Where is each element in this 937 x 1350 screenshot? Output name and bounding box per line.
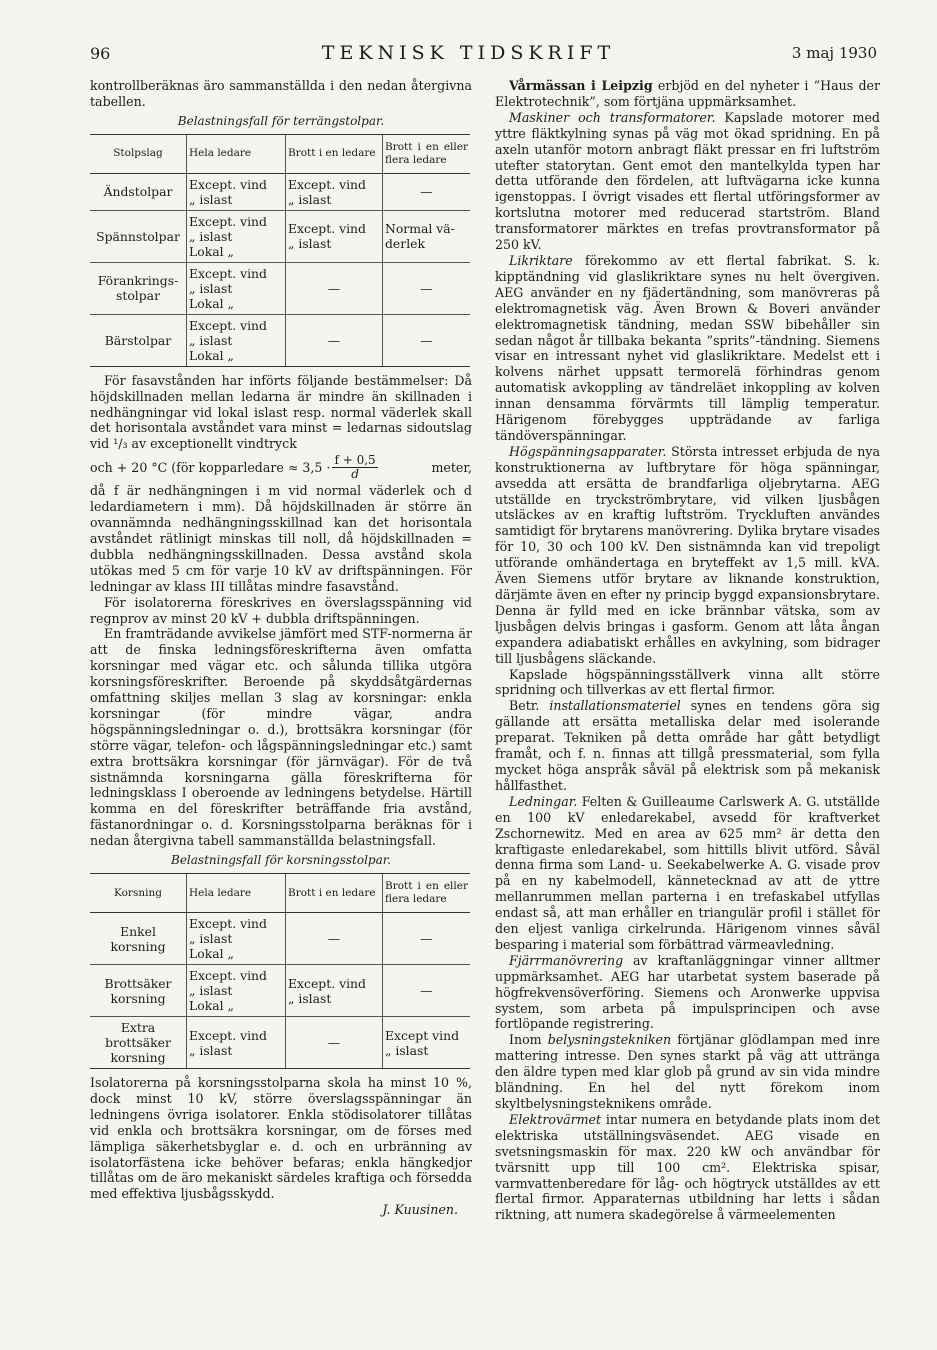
cell-line: „ islast bbox=[385, 1042, 429, 1058]
cell-line: Lokal „ bbox=[189, 998, 234, 1013]
paragraph-text: Felten & Guilleaume Carlswerk A. G. utställde en 100 kV enledarekabel, avsedd för kraftverket Zschornewitz. Med en area av 625 mm² är detta den kraftigaste enledarekabel, som hittills blivit utförd. Såväl denna firma som Land- u. Seekabelwerke A. G. visade prov på en ny kabelmodell, kännetecknad av att de yttre mellanrummen mellan parterna i en trefaskabel utfyllas endast så, att man erhåller en triangulär profil i stället för den eljest vanliga cirkelrunda. Härigenom vinnes såväl besparing i material som förbättrad värmeavledning. bbox=[495, 793, 880, 952]
cell-line: Lokal „ bbox=[189, 946, 234, 961]
table-cell bbox=[286, 314, 383, 366]
table-cell bbox=[187, 314, 286, 366]
table-cell bbox=[187, 913, 286, 965]
paragraph-text: Största intresset erbjuda de nya konstruktionerna av luftbrytare för höga spänningar, avsedda att ersätta de brandfarliga oljebrytarna. AEG utställde en tryckströmbrytare, vid vilken ljusbågen utsläckes av en kraftig luftström. Tryckluften användes samtidigt för brytarens manövrering. Dylika brytare visades för 10, 30 och 100 kV. Den sistnämnda kan vid trepoligt utförande omhändertaga en bryteffekt av 1,5 mill. kVA. Även Siemens utför brytare av liknande konstruktion, därjämte även en efter ny princip byggd expansionsbrytare. Denna är fylld med en icke brännbar vätska, som av ljusbågen delvis bringas i gasform. Genom att låta ångan expandera adiabatiskt erhålles en avkylning, som bidrager till ljusbågens släckande. bbox=[495, 443, 881, 666]
table-cell bbox=[187, 173, 286, 210]
paragraph-text: intar numera en betydande plats inom det elektriska utställningsväsendet. AEG visade en svetsningsmaskin för max. 220 kW och användbar för tvärsnitt upp till 100 cm². Elektriska spisar, varmvattenberedare för låg- och högtryck utställdes av ett flertal firmor. Apparaternas utbildning har letts i sådan riktning, att numera skadegörelse å värmeelementen bbox=[495, 1111, 880, 1223]
cell-line: — bbox=[327, 280, 341, 296]
page-number: 96 bbox=[90, 44, 111, 63]
cell-line: Normal vä- bbox=[385, 221, 455, 237]
formula-left: och + 20 °C (för kopparledare ≈ 3,5 · bbox=[90, 459, 331, 475]
switchgear-paragraph: Kapslade högspänningsställverk vinna allt större spridning och tillverkas av ett flertal firmor. bbox=[495, 666, 880, 698]
table-cell bbox=[90, 1017, 187, 1069]
table-cell bbox=[383, 1017, 471, 1069]
table-cell bbox=[383, 913, 471, 965]
cell-line: — bbox=[420, 931, 433, 946]
row-label: Enkel korsning bbox=[110, 923, 166, 954]
paragraph-text: erbjöd en del nyheter i ”Haus der Elektrotechnik”, som förtjäna uppmärksamhet. bbox=[495, 78, 880, 109]
table-cell bbox=[90, 173, 187, 210]
issue-date: 3 maj 1930 bbox=[791, 44, 877, 62]
table-cell bbox=[383, 262, 471, 314]
table-cell bbox=[90, 314, 187, 366]
table-cell bbox=[286, 210, 383, 262]
table-cell bbox=[286, 262, 383, 314]
paragraph-text: av kraftanläggningar vinner alltmer uppmärksamhet. AEG har utarbetat system baserade på högfrekvensöverföring. Siemens och Aronwerke uppvisa system, som arbeta på impulsprincipen och avse fortlöpande registrering. bbox=[495, 952, 880, 1032]
paragraph-text: Inom bbox=[509, 1032, 548, 1048]
col-header: Brott i en eller flera ledare bbox=[383, 874, 471, 913]
col-header: Hela ledare bbox=[187, 874, 286, 913]
table1-body bbox=[90, 173, 470, 366]
machines-heading: Maskiner och transformatorer. bbox=[509, 109, 716, 125]
col-header: Korsning bbox=[90, 874, 187, 913]
row-label: Bärstolpar bbox=[104, 332, 172, 348]
row-label: Spännstolpar bbox=[96, 228, 180, 244]
formula-line bbox=[90, 454, 472, 481]
col-header: Stolpslag bbox=[90, 134, 187, 173]
cell-line: Except vind bbox=[385, 1027, 460, 1043]
phase-distance-paragraph: För fasavstånden har införts följande bestämmelser: Då höjdskillnaden mellan ledarna är mindre än skillnaden i nedhängningar vid lokal islast resp. normal väderlek skall det horisontala avståndet vara minst = ledarnas sidoutslag vid ¹/₃ av exceptionellt vindtryck bbox=[90, 372, 472, 452]
cell-line: Except. vind bbox=[189, 213, 267, 229]
paragraph-text: Betr. bbox=[509, 698, 550, 714]
paragraph-text: Kapslade motorer med yttre fläktkylning synas på väg mot ökad spridning. En på axeln utanför motorn anbragt fläkt pressar en fri luftström utefter statorytan. Gent emot den mantelkylda typen har detta utförande den fördelen, att luftvägarna icke kunna igenstoppas. I övrigt visades ett flertal utföringsformer av kortslutna motorer med reducerad startström. Bland transformatorer märktes en trefas provtransformator på 250 kV. bbox=[495, 109, 880, 253]
table-cell bbox=[286, 173, 383, 210]
table-header-row bbox=[90, 134, 470, 173]
table-cell bbox=[286, 965, 383, 1017]
cell-line: Except. vind bbox=[288, 975, 366, 991]
crossing-insulator-paragraph: Isolatorerna på korsningsstolparna skola ha minst 10 %, dock minst 10 kV, större överslagsspänningar än ledningens övriga isolatorer. Enkla stödisolatorer tillåtas vid enkla och brottsäkra korsningar, om de förses med lämpliga säkerhetsbyglar e. d. och en urbränning av isolatorfästena icke behöver befaras; enkla hängkedjor tillåtas om de äro mekaniskt särdeles kraftiga och försedda med effektiva ljusbågsskydd. bbox=[90, 1075, 472, 1202]
col-header: Brott i en eller flera ledare bbox=[383, 134, 471, 173]
table2-caption: Belastningsfall för korsningsstolpar. bbox=[171, 853, 391, 868]
cell-line: „ islast bbox=[189, 931, 233, 946]
cell-line: — bbox=[327, 931, 341, 946]
intro-paragraph: kontrollberäknas äro sammanställda i den nedan återgivna tabellen. bbox=[90, 78, 472, 109]
table-cell bbox=[90, 965, 187, 1017]
table-cell bbox=[286, 913, 383, 965]
table-cell bbox=[383, 173, 471, 210]
cell-line: Except. vind bbox=[189, 176, 267, 192]
cell-line: „ islast bbox=[288, 990, 332, 1006]
table-row bbox=[90, 965, 470, 1017]
table-cell bbox=[187, 210, 286, 262]
cell-line: — bbox=[327, 332, 341, 348]
cables-paragraph bbox=[495, 794, 880, 953]
cell-line: Except. vind bbox=[189, 317, 267, 333]
cell-line: Lokal „ bbox=[189, 295, 234, 311]
table-cell bbox=[383, 314, 471, 366]
right-column bbox=[495, 78, 880, 1223]
leipzig-fair-heading: Vårmässan i Leipzig bbox=[509, 78, 653, 93]
electroheat-heading: Elektrovärmet bbox=[509, 1111, 602, 1127]
table2-body bbox=[90, 913, 470, 1069]
col-header: Brott i en ledare bbox=[286, 874, 383, 913]
installation-material-paragraph bbox=[495, 698, 880, 793]
cell-line: Except. vind bbox=[189, 968, 267, 983]
hv-apparatus-heading: Högspänningsapparater. bbox=[509, 443, 667, 459]
cables-heading: Ledningar. bbox=[509, 793, 578, 809]
rectifiers-heading: Likriktare bbox=[509, 252, 573, 268]
row-label: Brottsäker korsning bbox=[104, 975, 172, 1006]
crossing-paragraph: En framträdande avvikelse jämfört med STF-normerna är att de finska ledningsföreskrifterna även omfatta korsningar med vägar etc. och sålunda tillika utgöra korsningsföreskrifter. Beroende på skyddsåtgärdernas omfattning skiljes mellan 3 slag av korsningar: enkla korsningar (för mindre vägar, andra högspänningsledningar o. d.), brottsäkra korsningar (för större vägar, telefon- och lågspänningsledningar etc.) samt extra brottsäkra korsningar (för järnvägar). För de två sistnämnda korsningarna gälla föreskrifterna för ledningsklass I oberoende av ledningens betydelse. Härtill komma en del föreskrifter beträffande fria avstånd, fästanordningar o. d. Korsningsstolparna beräknas för i nedan återgivna tabell sammanställda belastningsfall. bbox=[90, 626, 472, 849]
table-row bbox=[90, 173, 470, 210]
lighting-heading: belysningstekniken bbox=[547, 1032, 672, 1048]
electroheat-paragraph bbox=[495, 1112, 880, 1223]
table-cell bbox=[383, 965, 471, 1017]
row-label: Extra brottsäker korsning bbox=[105, 1020, 171, 1065]
formula-numerator: f + 0,5 bbox=[334, 453, 376, 468]
cell-line: „ islast bbox=[189, 983, 233, 998]
cell-line: „ islast bbox=[189, 332, 233, 348]
cell-line: derlek bbox=[385, 236, 425, 252]
table-cell bbox=[286, 1017, 383, 1069]
table-cell bbox=[187, 262, 286, 314]
table-header-row bbox=[90, 874, 470, 913]
table-cell bbox=[383, 210, 471, 262]
installation-material-heading: installationsmateriel bbox=[549, 698, 681, 714]
cell-line: — bbox=[420, 184, 433, 200]
page-header bbox=[0, 40, 937, 70]
row-label: Förankrings-stolpar bbox=[97, 273, 179, 304]
cell-line: „ islast bbox=[288, 236, 332, 252]
table1-caption: Belastningsfall för terrängstolpar. bbox=[177, 113, 385, 128]
paragraph-text: förekommo av ett flertal fabrikat. S. k. kipptändning vid glaslikriktare synes nu helt övergiven. AEG använder en ny fjädertändning, som manövreras på elektromagnetisk väg. Även Brown & Boveri använder elektromagnetisk tändning, medan SSW bibehåller sin sedan något år tillbaka bekanta ”sprits”-tändning. Siemens visar en intressant nyhet vid glaslikriktare. Medelst ett i kolvens närhet uppsatt termorelä förhindras genom automatisk avkoppling av tändreläet inkoppling av kolven innan densamma förvärmts till lämplig temperatur. Härigenom förebygges uppträdande av farliga tändöverspänningar. bbox=[495, 252, 880, 443]
col-header: Brott i en ledare bbox=[286, 134, 383, 173]
left-column bbox=[90, 78, 472, 1218]
cell-line: „ islast bbox=[189, 191, 233, 207]
formula-fraction bbox=[332, 454, 377, 481]
formula-denominator: d bbox=[351, 467, 359, 482]
author-signature: J. Kuusinen. bbox=[382, 1202, 458, 1218]
cell-line: Except. vind bbox=[189, 1027, 267, 1043]
lighting-paragraph bbox=[495, 1032, 880, 1112]
cell-line: — bbox=[327, 1035, 341, 1050]
cell-line: — bbox=[420, 332, 433, 348]
cell-line: — bbox=[420, 280, 433, 296]
remote-control-heading: Fjärrmanövrering bbox=[509, 952, 624, 968]
leipzig-fair-paragraph bbox=[495, 78, 880, 110]
paragraph-text: förtjänar glödlampan med inre mattering intresse. Den synes starkt på väg att uttränga den äldre typen med klar glob på grund av sin vida mindre bländning. En hel del nytt förekom inom skyltbelysningsteknikens område. bbox=[495, 1032, 880, 1111]
machines-paragraph bbox=[495, 110, 880, 253]
paragraph-text: synes en tendens göra sig gällande att ersätta metalliska delar med isolerande preparat. Tekniken på detta område har gått betydligt framåt, och f. n. finnas att tillgå pressmaterial, som fylla mycket höga anspråk såväl på elektrisk som på mekanisk hållfasthet. bbox=[495, 698, 880, 793]
cell-line: „ islast bbox=[189, 228, 233, 244]
terrain-poles-load-table bbox=[90, 134, 470, 367]
table-row bbox=[90, 913, 470, 965]
cell-line: Except. vind bbox=[288, 176, 366, 192]
cell-line: Except. vind bbox=[189, 916, 267, 931]
remote-control-paragraph bbox=[495, 953, 880, 1033]
insulator-paragraph: För isolatorerna föreskrives en överslagsspänning vid regnprov av minst 20 kV + dubbla driftspänningen. bbox=[90, 594, 472, 626]
hv-apparatus-paragraph bbox=[495, 444, 880, 667]
cell-line: „ islast bbox=[189, 280, 233, 296]
table-cell bbox=[187, 1017, 286, 1069]
table-cell bbox=[90, 913, 187, 965]
table-row bbox=[90, 314, 470, 366]
table-cell bbox=[187, 965, 286, 1017]
cell-line: Except. vind bbox=[189, 265, 267, 281]
cell-line: — bbox=[420, 983, 433, 998]
table-row bbox=[90, 1017, 470, 1069]
table-row bbox=[90, 262, 470, 314]
cell-line: Lokal „ bbox=[189, 243, 234, 259]
col-header: Hela ledare bbox=[187, 134, 286, 173]
table-row bbox=[90, 210, 470, 262]
cell-line: „ islast bbox=[288, 191, 332, 207]
phase-distance-continuation: då f är nedhängningen i m vid normal väderlek och d ledardiametern i mm). Då höjdskillnaden är större än ovannämnda nedhängningsskillnad kan det horisontala avståndet rätlinigt minskas till noll, då höjdskillnaden = dubbla nedhängningsskillnaden. Dessa avstånd skola utökas med 5 cm för varje 10 kV av driftspänningen. För ledningar av klass III tillåtas mindre fasavstånd. bbox=[90, 483, 472, 594]
formula-right: meter, bbox=[431, 459, 472, 475]
table-cell bbox=[90, 262, 187, 314]
table-cell bbox=[90, 210, 187, 262]
rectifiers-paragraph bbox=[495, 253, 880, 444]
cell-line: Lokal „ bbox=[189, 347, 234, 363]
crossing-poles-load-table bbox=[90, 873, 470, 1069]
cell-line: „ islast bbox=[189, 1042, 233, 1058]
row-label: Ändstolpar bbox=[103, 184, 173, 200]
cell-line: Except. vind bbox=[288, 221, 366, 237]
journal-title: TEKNISK TIDSKRIFT bbox=[321, 42, 616, 64]
